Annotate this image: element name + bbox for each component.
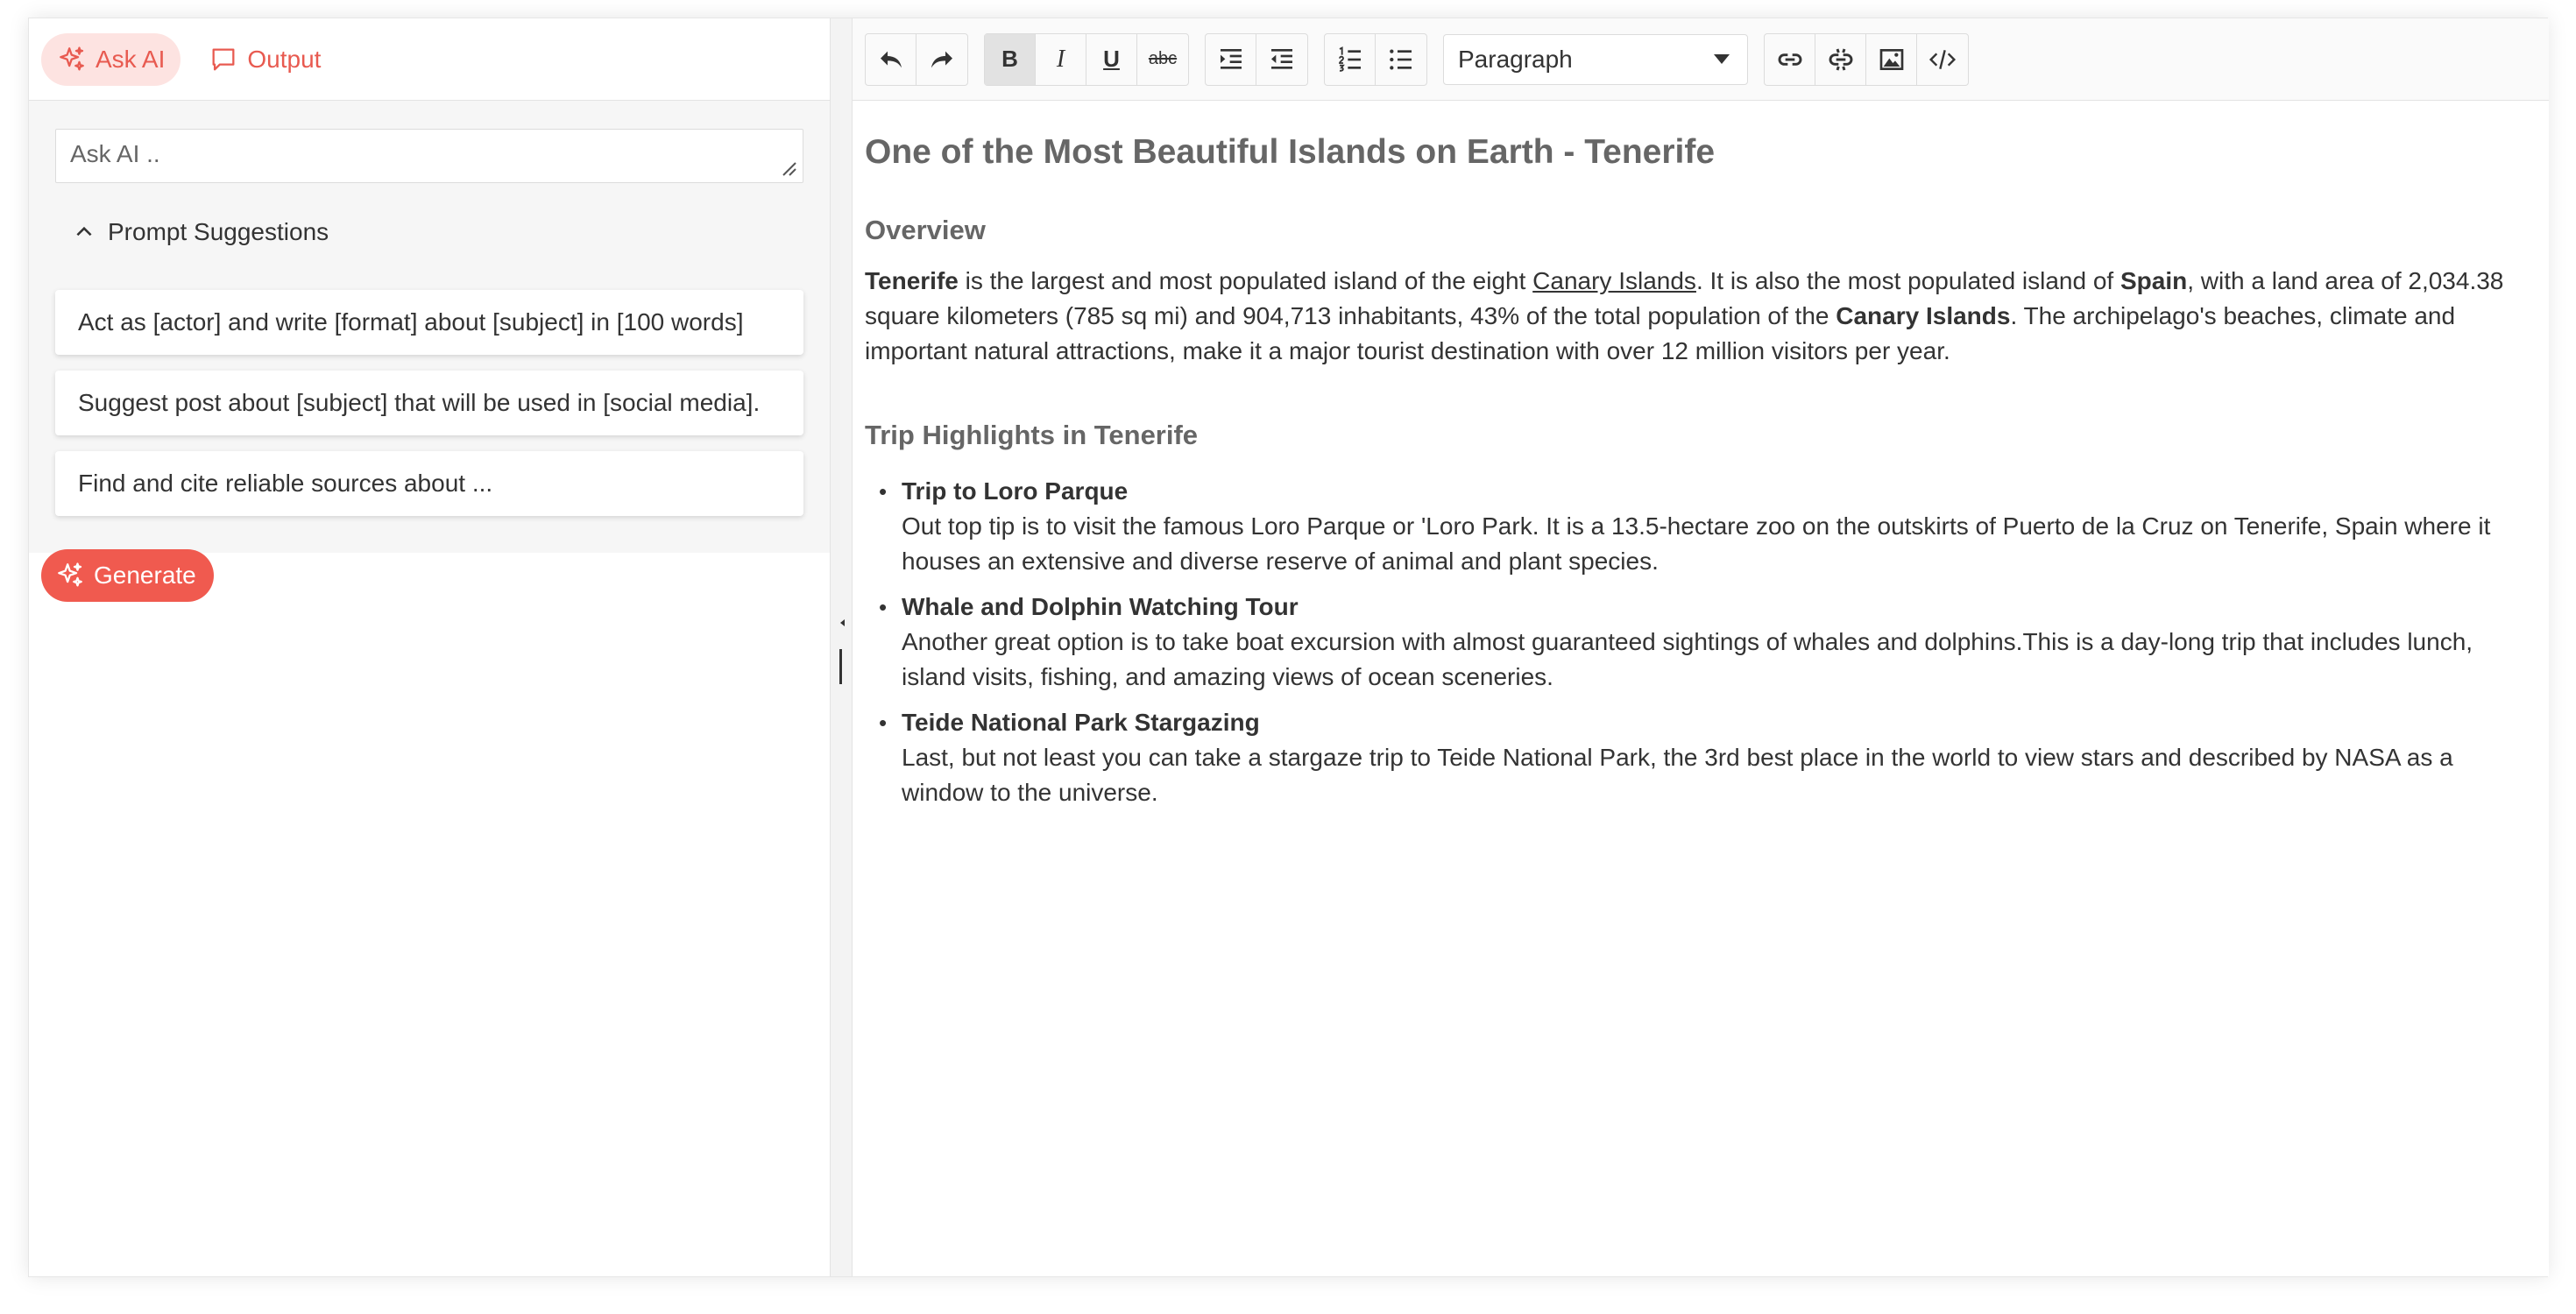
ask-ai-input[interactable]: [56, 130, 803, 182]
text-run: is the largest and most populated island of the eight: [958, 267, 1533, 294]
generate-button[interactable]: [41, 549, 214, 602]
document-title: One of the Most Beautiful Islands on Earth - Tenerife: [865, 133, 1716, 171]
underline-button[interactable]: [1086, 34, 1137, 85]
prompt-suggestion[interactable]: Act as [actor] and write [format] about [subject] in [100 words]: [55, 290, 803, 355]
insert-link-button[interactable]: [1765, 34, 1815, 85]
redo-button[interactable]: [916, 34, 967, 85]
highlights-heading: Trip Highlights in Tenerife: [865, 420, 1199, 450]
text-bold: Spain: [2120, 267, 2188, 294]
tab-ask-ai-label: Ask AI: [96, 45, 166, 73]
highlight-text: Another great option is to take boat excursion with almost guaranteed sightings of whales and dolphins.This is a day-long trip that includes lunch, island visits, fishing, and amazing views of ocean sceneries.: [902, 628, 2473, 690]
prompt-suggestion[interactable]: Suggest post about [subject] that will be used in [social media].: [55, 371, 803, 435]
highlight-text: Out top tip is to visit the famous Loro Parque or 'Loro Park. It is a 13.5-hectare zoo on the outskirts of Puerto de la Cruz on Tenerife, Spain where it houses an extensive and diverse reserve of animal and plant species.: [902, 512, 2491, 575]
prompt-suggestions-label: Prompt Suggestions: [108, 218, 329, 245]
highlight-title: • Trip to Loro Parque: [902, 477, 1129, 505]
strikethrough-glyph: abc: [1148, 49, 1178, 68]
insert-group: [1764, 33, 1969, 86]
prompt-area: [29, 101, 830, 553]
undo-icon: [877, 46, 905, 74]
bullet-list-button[interactable]: [1376, 34, 1426, 85]
resize-handle-icon[interactable]: [780, 159, 797, 177]
overview-paragraph: [865, 264, 2537, 369]
chevron-up-icon: [73, 221, 96, 244]
prompt-suggestion[interactable]: Find and cite reliable sources about ...: [55, 451, 803, 516]
highlight-text: Last, but not least you can take a stargaze trip to Teide National Park, the 3rd best place in the world to view stars and described by NASA as a window to the universe.: [902, 744, 2453, 806]
unlink-icon: [1827, 46, 1855, 74]
sparkle-icon: [57, 45, 87, 74]
chat-bubble-icon: [209, 45, 238, 74]
block-format-select[interactable]: [1443, 34, 1748, 85]
indent-button[interactable]: [1206, 34, 1256, 85]
panel-splitter[interactable]: [830, 18, 853, 1276]
strikethrough-button[interactable]: [1137, 34, 1188, 85]
image-icon: [1878, 46, 1906, 74]
list-group: [1324, 33, 1427, 86]
overview-heading: Overview: [865, 215, 986, 245]
text-style-group: [984, 33, 1189, 86]
text-run: , with a land area of 2,034.38 square kilometers (785 sq mi) and 904,713 inhabitants, 43% of the total population of the: [865, 267, 2504, 329]
ask-ai-field: [55, 129, 803, 183]
ai-assist-panel: [29, 18, 830, 1276]
list-item: [865, 474, 2537, 579]
block-format-value: Paragraph: [1458, 45, 1573, 73]
highlight-title: • Whale and Dolphin Watching Tour: [902, 593, 1299, 620]
remove-link-button[interactable]: [1815, 34, 1866, 85]
app-window: [28, 18, 2548, 1277]
ordered-list-button[interactable]: [1325, 34, 1376, 85]
text-underlined: Canary Islands: [1532, 267, 1696, 294]
tab-output-label: Output: [247, 45, 322, 73]
insert-image-button[interactable]: [1866, 34, 1917, 85]
indent-icon: [1217, 46, 1245, 74]
collapse-arrow-icon[interactable]: [838, 618, 846, 628]
text-bold: Tenerife: [865, 267, 959, 294]
underline-glyph: U: [1103, 46, 1120, 72]
bold-glyph: B: [1001, 46, 1018, 72]
editor-content[interactable]: [853, 101, 2549, 821]
link-icon: [1776, 46, 1804, 74]
list-item: [865, 590, 2537, 695]
italic-button[interactable]: [1036, 34, 1086, 85]
outdent-button[interactable]: [1256, 34, 1307, 85]
highlight-title: • Teide National Park Stargazing: [902, 709, 1260, 736]
code-icon: [1928, 46, 1957, 74]
outdent-icon: [1268, 46, 1296, 74]
italic-glyph: I: [1056, 45, 1065, 73]
sparkle-icon: [55, 561, 85, 590]
source-code-button[interactable]: [1917, 34, 1968, 85]
generate-label: Generate: [94, 562, 196, 589]
tab-ask-ai[interactable]: [41, 33, 180, 86]
editor-toolbar: [853, 18, 2549, 101]
history-group: [865, 33, 968, 86]
text-run: . It is also the most populated island of: [1695, 267, 2120, 294]
panel-tabs: [29, 18, 830, 101]
indent-group: [1205, 33, 1308, 86]
prompt-suggestions-toggle[interactable]: [73, 215, 329, 250]
redo-icon: [928, 46, 956, 74]
splitter-grip[interactable]: [839, 649, 842, 684]
rich-text-editor: [853, 18, 2549, 1276]
bold-button[interactable]: [985, 34, 1036, 85]
ordered-list-icon: [1336, 46, 1364, 74]
tab-output[interactable]: [193, 33, 336, 86]
text-bold: Canary Islands: [1836, 302, 2011, 329]
caret-down-icon: [1714, 54, 1730, 64]
text-run: . The archipelago's beaches, climate and important natural attractions, make it a major tourist destination with over 12 million visitors per year.: [865, 302, 2456, 364]
highlights-list: [865, 474, 2537, 810]
bullet-list-icon: [1387, 46, 1415, 74]
list-item: [865, 705, 2537, 810]
undo-button[interactable]: [866, 34, 916, 85]
